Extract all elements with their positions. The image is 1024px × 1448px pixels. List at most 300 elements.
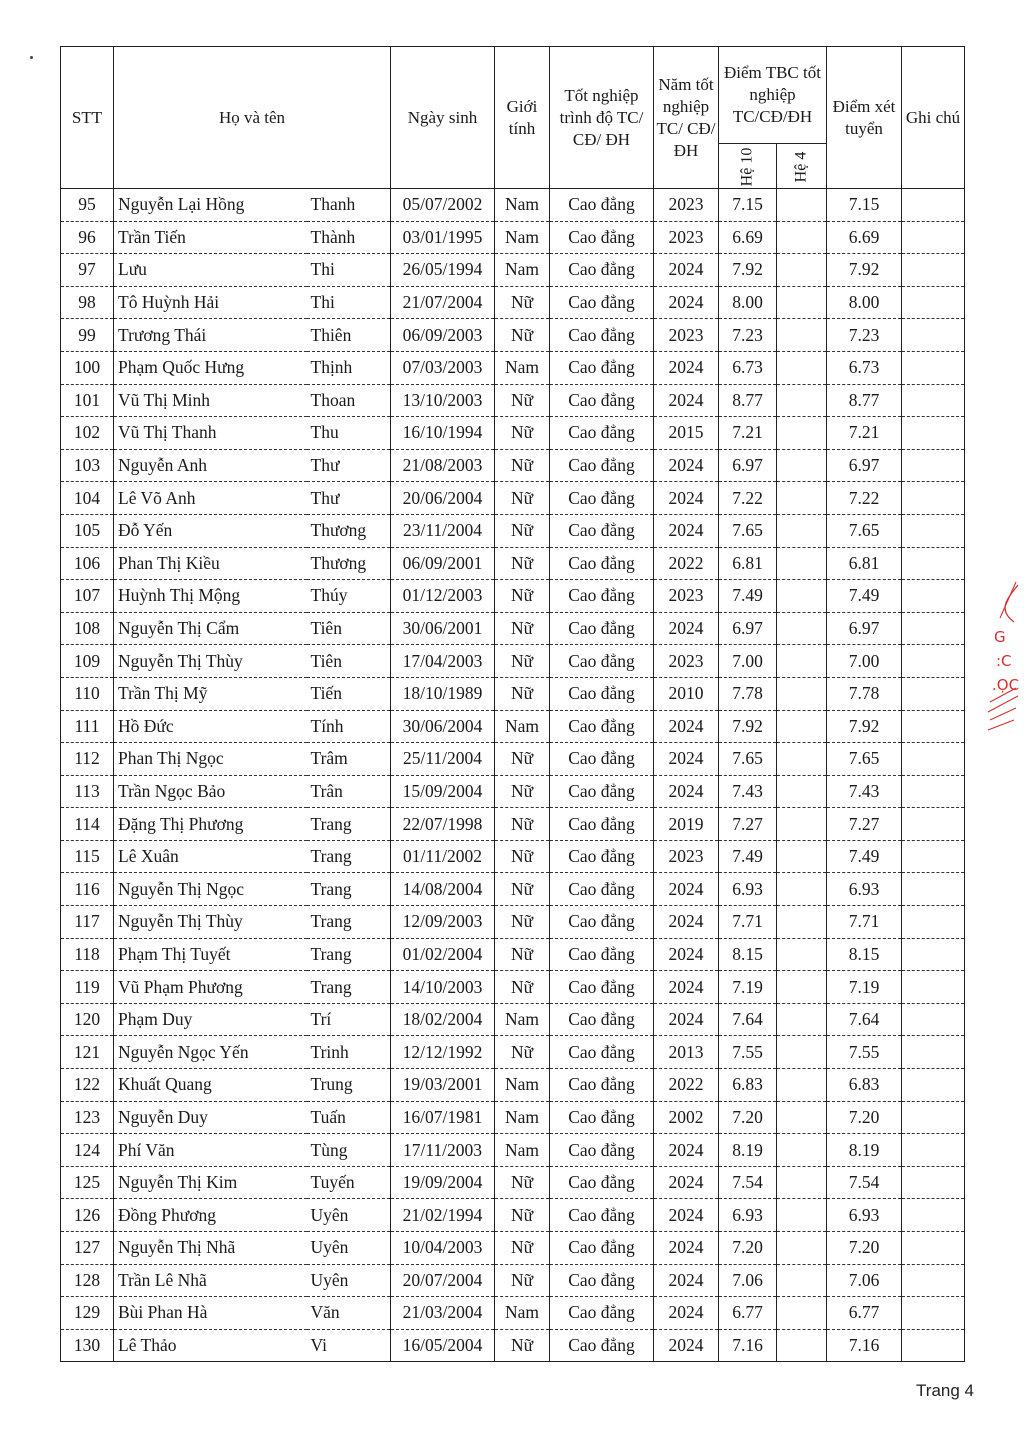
row-notes [902,677,965,710]
row-gender: Nữ [495,1264,550,1297]
svg-text::C: :C [996,652,1012,670]
table-row [61,645,965,678]
row-gpa-4 [777,1134,827,1167]
row-date-of-birth: 06/09/2001 [391,547,495,580]
header-graduation-level: Tốt nghiệp trình độ TC/ CĐ/ ĐH [550,47,654,189]
row-gpa-10: 7.71 [719,906,777,939]
row-year: 2023 [654,319,719,352]
row-given-name: Tính [307,710,391,743]
row-gpa-4 [777,384,827,417]
row-admission-score: 7.43 [827,775,902,808]
row-year: 2010 [654,677,719,710]
row-level: Cao đẳng [550,1101,654,1134]
table-row [61,1232,965,1265]
row-year: 2024 [654,1003,719,1036]
row-family-name: Đặng Thị Phương [114,808,307,841]
row-gpa-10: 6.97 [719,449,777,482]
row-gender: Nữ [495,645,550,678]
row-family-name: Lưu [114,254,307,287]
row-gpa-4 [777,971,827,1004]
row-family-name: Hồ Đức [114,710,307,743]
row-stt: 124 [61,1134,114,1167]
row-notes [902,1297,965,1330]
row-gender: Nữ [495,775,550,808]
row-date-of-birth: 03/01/1995 [391,221,495,254]
row-admission-score: 7.27 [827,808,902,841]
row-admission-score: 7.71 [827,906,902,939]
table-row [61,1264,965,1297]
row-level: Cao đẳng [550,1297,654,1330]
row-level: Cao đẳng [550,873,654,906]
row-gender: Nữ [495,938,550,971]
row-level: Cao đẳng [550,351,654,384]
table-row [61,351,965,384]
header-full-name: Họ và tên [114,47,391,189]
row-given-name: Trang [307,808,391,841]
row-gender: Nữ [495,319,550,352]
row-gpa-10: 7.55 [719,1036,777,1069]
row-level: Cao đẳng [550,417,654,450]
row-date-of-birth: 17/11/2003 [391,1134,495,1167]
row-gpa-10: 7.22 [719,482,777,515]
row-date-of-birth: 07/03/2003 [391,351,495,384]
table-row [61,906,965,939]
row-level: Cao đẳng [550,612,654,645]
row-given-name: Trang [307,971,391,1004]
row-gender: Nữ [495,906,550,939]
row-given-name: Uyên [307,1199,391,1232]
table-row [61,1003,965,1036]
row-date-of-birth: 01/12/2003 [391,580,495,613]
row-gender: Nữ [495,971,550,1004]
row-gpa-4 [777,1003,827,1036]
row-admission-score: 7.16 [827,1329,902,1362]
row-year: 2024 [654,254,719,287]
row-level: Cao đẳng [550,221,654,254]
row-date-of-birth: 30/06/2001 [391,612,495,645]
row-family-name: Nguyễn Lại Hồng [114,189,307,222]
row-family-name: Nguyễn Anh [114,449,307,482]
row-gpa-10: 7.78 [719,677,777,710]
row-given-name: Tuyến [307,1166,391,1199]
row-gpa-4 [777,1101,827,1134]
row-gpa-4 [777,808,827,841]
row-gpa-4 [777,677,827,710]
row-gpa-4 [777,254,827,287]
row-year: 2024 [654,482,719,515]
row-gpa-10: 7.21 [719,417,777,450]
row-level: Cao đẳng [550,254,654,287]
table-row [61,417,965,450]
row-level: Cao đẳng [550,189,654,222]
row-gender: Nữ [495,840,550,873]
scan-speck [30,56,33,59]
row-gender: Nữ [495,1036,550,1069]
row-gpa-4 [777,743,827,776]
row-family-name: Nguyễn Thị Ngọc [114,873,307,906]
row-stt: 97 [61,254,114,287]
row-date-of-birth: 06/09/2003 [391,319,495,352]
row-gpa-10: 8.00 [719,286,777,319]
row-admission-score: 7.92 [827,254,902,287]
row-family-name: Phạm Duy [114,1003,307,1036]
row-year: 2023 [654,221,719,254]
row-date-of-birth: 30/06/2004 [391,710,495,743]
row-date-of-birth: 16/07/1981 [391,1101,495,1134]
row-notes [902,514,965,547]
row-gpa-10: 7.65 [719,743,777,776]
row-family-name: Khuất Quang [114,1069,307,1102]
row-gpa-10: 6.81 [719,547,777,580]
row-level: Cao đẳng [550,482,654,515]
row-gpa-4 [777,1329,827,1362]
row-stt: 102 [61,417,114,450]
row-year: 2022 [654,1069,719,1102]
row-gpa-10: 7.27 [719,808,777,841]
row-admission-score: 6.93 [827,1199,902,1232]
row-notes [902,840,965,873]
row-notes [902,1264,965,1297]
row-stt: 109 [61,645,114,678]
row-notes [902,1036,965,1069]
table-row [61,580,965,613]
row-admission-score: 7.49 [827,580,902,613]
row-stt: 110 [61,677,114,710]
row-notes [902,938,965,971]
row-year: 2024 [654,1199,719,1232]
table-row [61,612,965,645]
row-level: Cao đẳng [550,1166,654,1199]
row-given-name: Thương [307,547,391,580]
row-family-name: Lê Thảo [114,1329,307,1362]
row-notes [902,286,965,319]
row-gender: Nam [495,221,550,254]
row-level: Cao đẳng [550,645,654,678]
header-gpa: Điểm TBC tốt nghiệp TC/CĐ/ĐH [719,47,827,144]
table-row [61,514,965,547]
row-level: Cao đẳng [550,1199,654,1232]
row-stt: 119 [61,971,114,1004]
table-row [61,938,965,971]
row-gender: Nữ [495,1166,550,1199]
row-admission-score: 7.15 [827,189,902,222]
row-gpa-4 [777,417,827,450]
row-given-name: Tuấn [307,1101,391,1134]
row-gpa-10: 6.69 [719,221,777,254]
row-date-of-birth: 26/05/1994 [391,254,495,287]
row-stt: 114 [61,808,114,841]
row-gpa-10: 6.77 [719,1297,777,1330]
header-scale-10 [719,144,777,189]
row-admission-score: 6.83 [827,1069,902,1102]
table-row [61,1166,965,1199]
row-gpa-4 [777,1199,827,1232]
header-stt: STT [61,47,114,189]
row-date-of-birth: 12/09/2003 [391,906,495,939]
row-year: 2024 [654,906,719,939]
row-given-name: Thu [307,417,391,450]
row-notes [902,645,965,678]
row-admission-score: 7.19 [827,971,902,1004]
row-stt: 116 [61,873,114,906]
row-level: Cao đẳng [550,449,654,482]
row-stt: 113 [61,775,114,808]
header-scale-4 [777,144,827,189]
row-given-name: Vi [307,1329,391,1362]
row-family-name: Lê Xuân [114,840,307,873]
row-stt: 101 [61,384,114,417]
row-gpa-10: 6.93 [719,873,777,906]
row-admission-score: 6.93 [827,873,902,906]
row-gender: Nữ [495,547,550,580]
row-family-name: Huỳnh Thị Mộng [114,580,307,613]
row-year: 2024 [654,1134,719,1167]
row-admission-score: 8.77 [827,384,902,417]
row-date-of-birth: 13/10/2003 [391,384,495,417]
row-gpa-10: 6.93 [719,1199,777,1232]
row-date-of-birth: 20/06/2004 [391,482,495,515]
row-gpa-4 [777,1232,827,1265]
row-family-name: Nguyễn Thị Thùy [114,906,307,939]
header-scale-10-label: Hệ 10 [738,147,756,186]
table-row [61,1297,965,1330]
row-gpa-10: 7.19 [719,971,777,1004]
row-admission-score: 7.78 [827,677,902,710]
row-date-of-birth: 01/11/2002 [391,840,495,873]
row-gpa-4 [777,221,827,254]
row-admission-score: 7.55 [827,1036,902,1069]
row-admission-score: 7.92 [827,710,902,743]
row-level: Cao đẳng [550,775,654,808]
row-stt: 98 [61,286,114,319]
row-year: 2024 [654,612,719,645]
row-admission-score: 6.97 [827,449,902,482]
admission-table [60,46,965,1362]
row-admission-score: 6.73 [827,351,902,384]
row-family-name: Nguyễn Duy [114,1101,307,1134]
row-gpa-10: 6.97 [719,612,777,645]
row-stt: 108 [61,612,114,645]
row-year: 2024 [654,286,719,319]
row-gpa-10: 7.43 [719,775,777,808]
row-year: 2024 [654,1264,719,1297]
row-family-name: Vũ Phạm Phương [114,971,307,1004]
row-stt: 107 [61,580,114,613]
row-notes [902,612,965,645]
row-date-of-birth: 14/10/2003 [391,971,495,1004]
row-admission-score: 7.64 [827,1003,902,1036]
row-stt: 115 [61,840,114,873]
row-gpa-4 [777,449,827,482]
row-year: 2022 [654,547,719,580]
row-level: Cao đẳng [550,514,654,547]
row-notes [902,254,965,287]
row-notes [902,547,965,580]
row-notes [902,319,965,352]
row-gender: Nữ [495,873,550,906]
header-graduation-year: Năm tốt nghiệp TC/ CĐ/ ĐH [654,47,719,189]
row-gpa-4 [777,1036,827,1069]
row-admission-score: 7.20 [827,1101,902,1134]
table-row [61,677,965,710]
row-year: 2013 [654,1036,719,1069]
row-date-of-birth: 16/10/1994 [391,417,495,450]
row-stt: 130 [61,1329,114,1362]
row-stt: 104 [61,482,114,515]
row-admission-score: 7.23 [827,319,902,352]
row-year: 2024 [654,938,719,971]
row-given-name: Trâm [307,743,391,776]
row-gender: Nam [495,1003,550,1036]
row-gender: Nữ [495,417,550,450]
row-given-name: Tiến [307,677,391,710]
row-notes [902,351,965,384]
row-notes [902,775,965,808]
row-gender: Nữ [495,1329,550,1362]
row-gpa-10: 7.20 [719,1101,777,1134]
row-stt: 120 [61,1003,114,1036]
row-level: Cao đẳng [550,808,654,841]
row-stt: 126 [61,1199,114,1232]
row-given-name: Thịnh [307,351,391,384]
row-family-name: Phan Thị Kiều [114,547,307,580]
row-date-of-birth: 14/08/2004 [391,873,495,906]
table-row [61,808,965,841]
header-gender: Giới tính [495,47,550,189]
row-year: 2019 [654,808,719,841]
table-row [61,319,965,352]
row-given-name: Tiên [307,612,391,645]
row-gender: Nữ [495,580,550,613]
row-level: Cao đẳng [550,1003,654,1036]
row-family-name: Trần Lê Nhã [114,1264,307,1297]
header-notes: Ghi chú [902,47,965,189]
row-gender: Nữ [495,677,550,710]
table-row [61,384,965,417]
row-gender: Nữ [495,449,550,482]
row-stt: 117 [61,906,114,939]
svg-text:G: G [994,628,1006,646]
row-notes [902,1069,965,1102]
header-date-of-birth: Ngày sinh [391,47,495,189]
row-family-name: Bùi Phan Hà [114,1297,307,1330]
row-admission-score: 7.20 [827,1232,902,1265]
row-gender: Nam [495,351,550,384]
row-family-name: Trần Tiến [114,221,307,254]
row-admission-score: 8.15 [827,938,902,971]
row-family-name: Tô Huỳnh Hải [114,286,307,319]
row-date-of-birth: 21/02/1994 [391,1199,495,1232]
row-gpa-4 [777,189,827,222]
row-gpa-4 [777,580,827,613]
row-gender: Nam [495,710,550,743]
row-year: 2024 [654,384,719,417]
row-level: Cao đẳng [550,1069,654,1102]
row-stt: 122 [61,1069,114,1102]
row-gpa-10: 7.16 [719,1329,777,1362]
row-gender: Nam [495,1069,550,1102]
row-given-name: Trung [307,1069,391,1102]
row-notes [902,580,965,613]
table-row [61,1069,965,1102]
row-date-of-birth: 21/07/2004 [391,286,495,319]
row-gpa-4 [777,482,827,515]
row-year: 2024 [654,873,719,906]
row-year: 2024 [654,775,719,808]
row-level: Cao đẳng [550,580,654,613]
row-family-name: Lê Võ Anh [114,482,307,515]
row-given-name: Thư [307,482,391,515]
row-gpa-4 [777,775,827,808]
row-family-name: Nguyễn Thị Nhã [114,1232,307,1265]
row-gpa-4 [777,286,827,319]
row-gpa-4 [777,319,827,352]
row-admission-score: 7.06 [827,1264,902,1297]
row-stt: 96 [61,221,114,254]
row-gpa-4 [777,840,827,873]
row-date-of-birth: 05/07/2002 [391,189,495,222]
row-year: 2024 [654,710,719,743]
row-notes [902,1134,965,1167]
row-given-name: Uyên [307,1232,391,1265]
row-level: Cao đẳng [550,938,654,971]
row-family-name: Đồng Phương [114,1199,307,1232]
row-level: Cao đẳng [550,971,654,1004]
svg-text:.ỌC: .ỌC [992,676,1020,694]
row-given-name: Trang [307,840,391,873]
table-body [61,189,965,1362]
row-date-of-birth: 18/02/2004 [391,1003,495,1036]
table-row [61,449,965,482]
row-stt: 118 [61,938,114,971]
row-given-name: Thi [307,286,391,319]
row-stt: 105 [61,514,114,547]
row-date-of-birth: 12/12/1992 [391,1036,495,1069]
row-gpa-10: 8.77 [719,384,777,417]
row-given-name: Thành [307,221,391,254]
row-gpa-10: 7.20 [719,1232,777,1265]
row-notes [902,1166,965,1199]
row-given-name: Thương [307,514,391,547]
row-date-of-birth: 15/09/2004 [391,775,495,808]
row-gender: Nam [495,1134,550,1167]
row-stt: 125 [61,1166,114,1199]
table-row [61,286,965,319]
row-level: Cao đẳng [550,710,654,743]
row-gpa-10: 7.92 [719,710,777,743]
table-row [61,873,965,906]
row-gpa-4 [777,938,827,971]
table-row [61,1134,965,1167]
row-gpa-10: 6.73 [719,351,777,384]
row-given-name: Thoan [307,384,391,417]
row-level: Cao đẳng [550,1232,654,1265]
row-stt: 121 [61,1036,114,1069]
table-row [61,971,965,1004]
row-date-of-birth: 21/08/2003 [391,449,495,482]
row-gpa-4 [777,351,827,384]
row-gender: Nữ [495,286,550,319]
row-gpa-10: 8.19 [719,1134,777,1167]
row-family-name: Nguyễn Thị Kim [114,1166,307,1199]
row-admission-score: 8.19 [827,1134,902,1167]
table-row [61,710,965,743]
row-stt: 123 [61,1101,114,1134]
row-notes [902,1199,965,1232]
row-notes [902,449,965,482]
row-gpa-10: 7.49 [719,580,777,613]
row-gpa-4 [777,1297,827,1330]
